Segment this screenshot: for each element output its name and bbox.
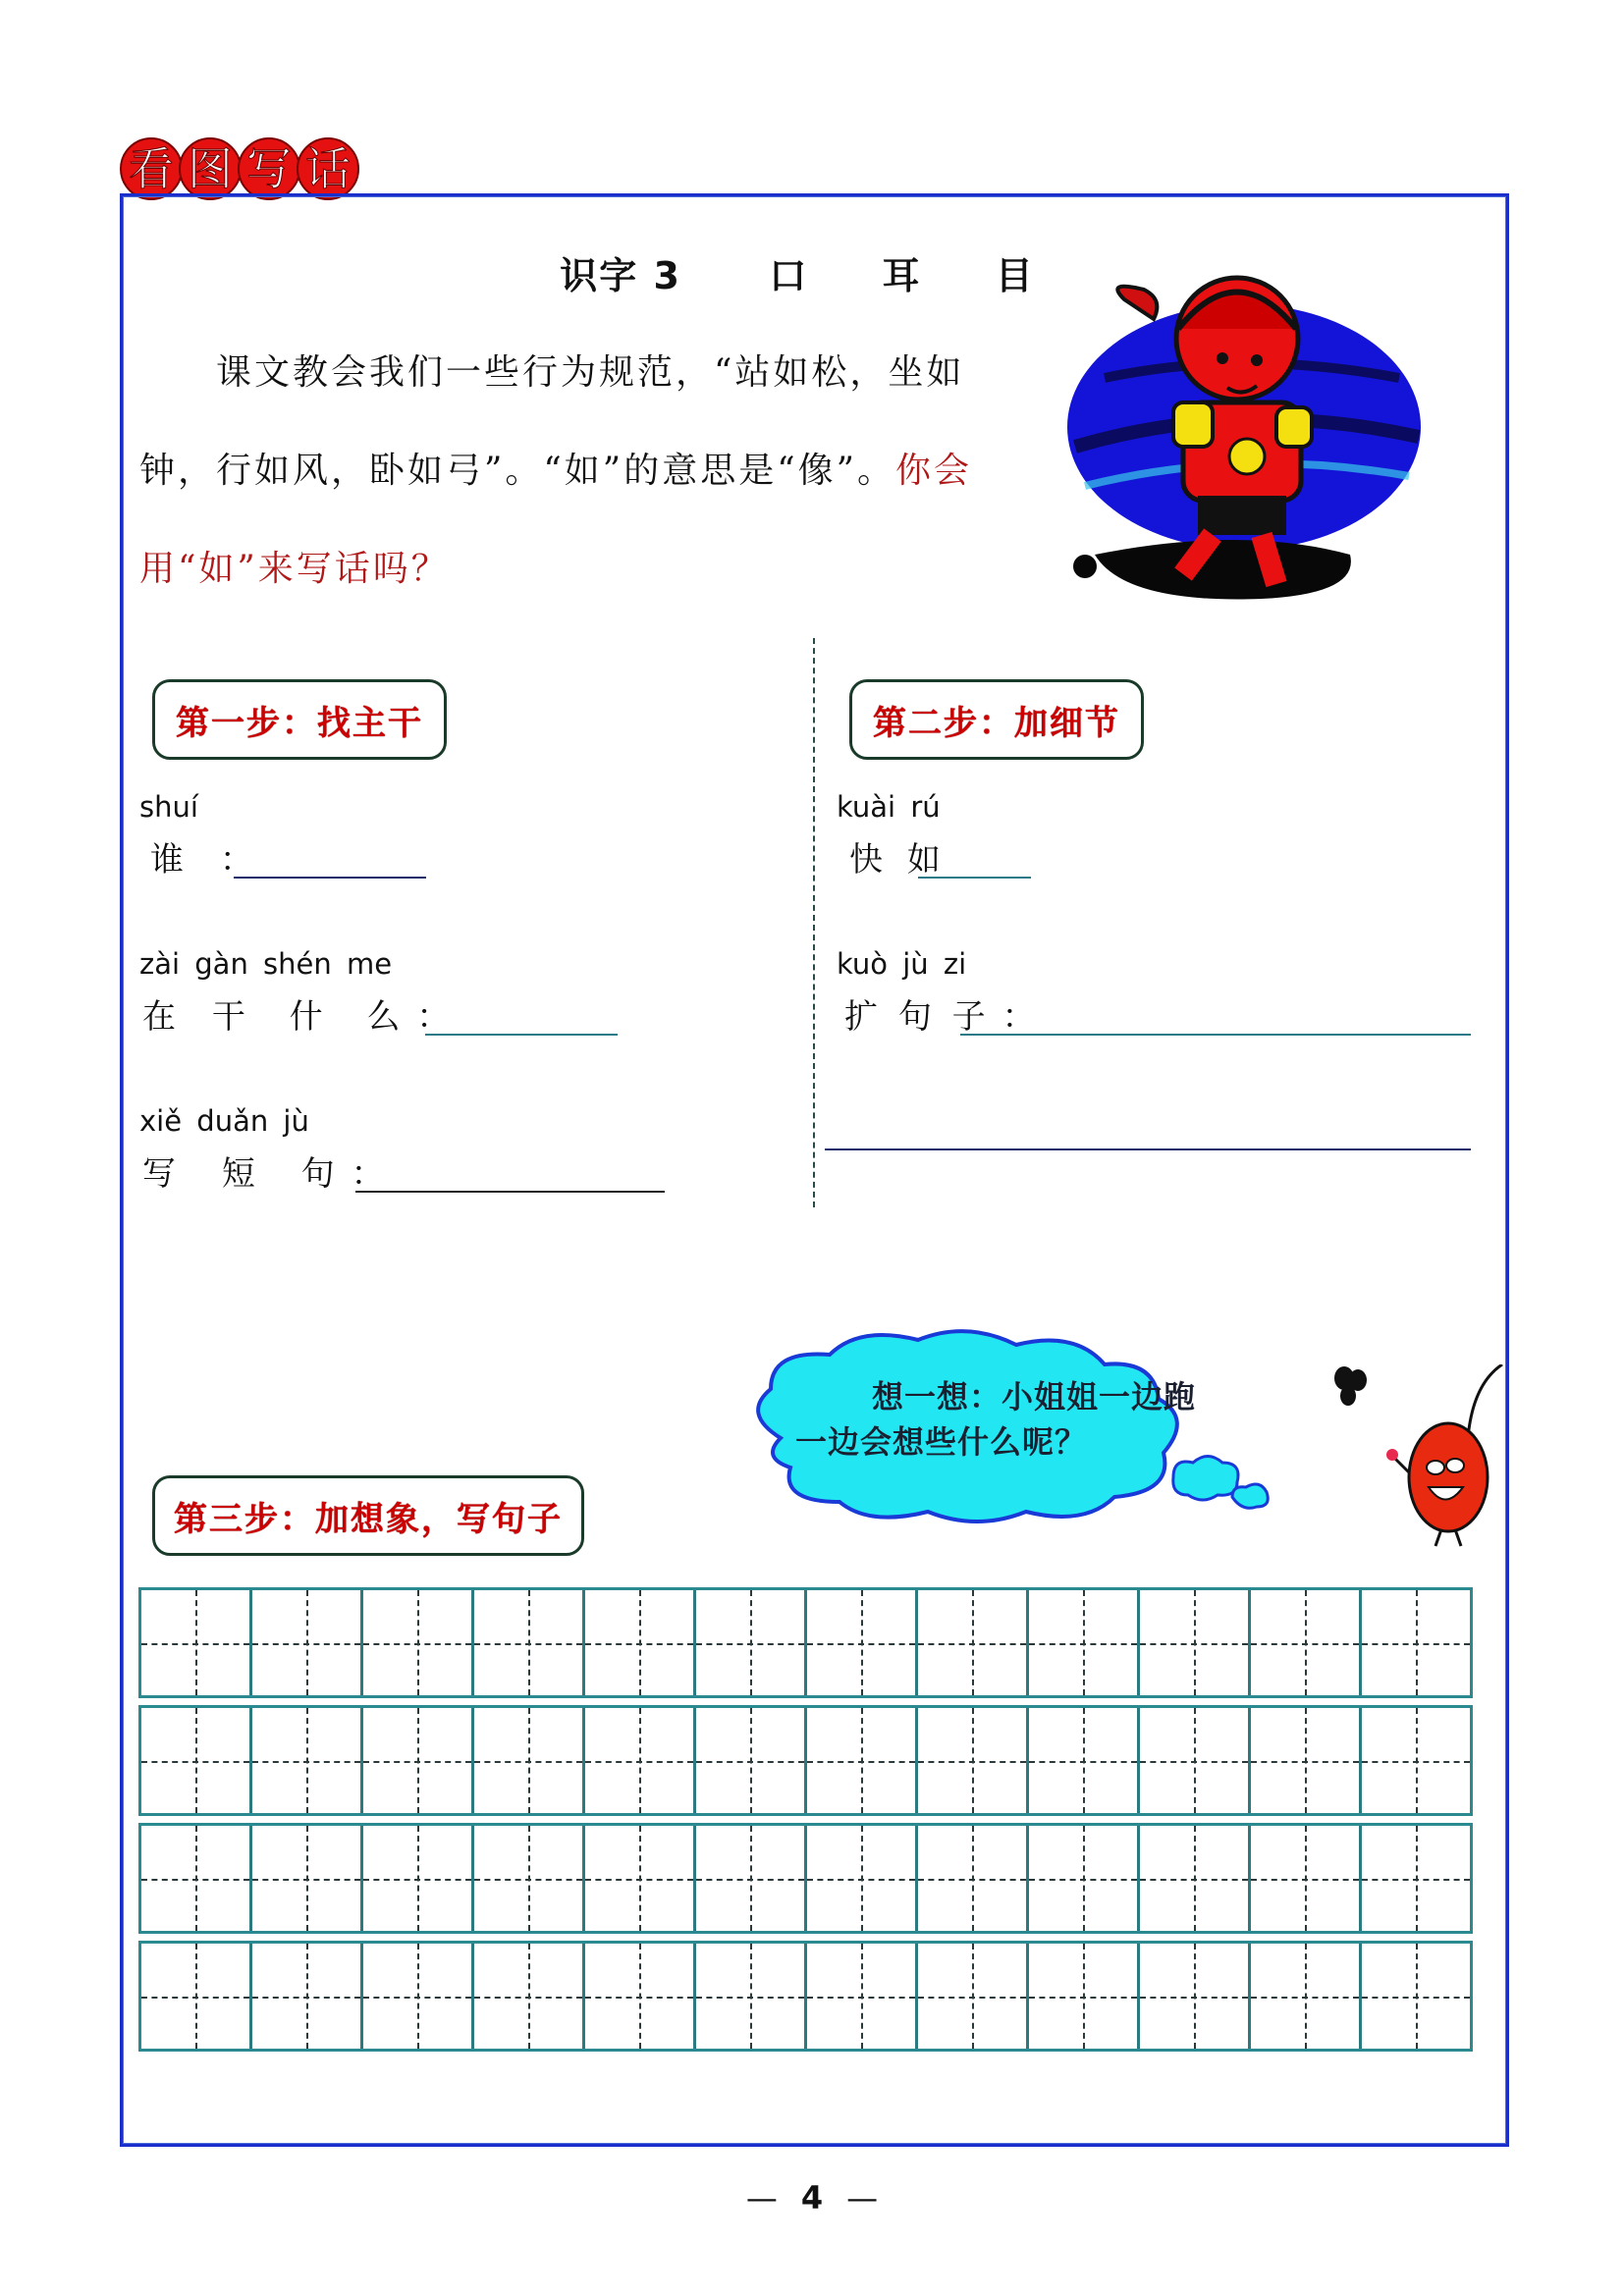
grid-cell[interactable] — [918, 1944, 1029, 2049]
running-girl-icon — [1065, 260, 1429, 614]
grid-cell[interactable] — [363, 1590, 474, 1695]
grid-row-3 — [138, 1823, 1473, 1934]
char: 如 — [906, 840, 941, 880]
grid-cell[interactable] — [1251, 1826, 1362, 1931]
grid-cell[interactable] — [1029, 1826, 1140, 1931]
char: 扩 — [844, 997, 878, 1037]
step2-answer-expand-line2[interactable] — [825, 1148, 1471, 1150]
step2-label-fast-as — [849, 832, 941, 881]
badge-tu: 图 — [179, 137, 242, 200]
step3-label: 第三步：加想象，写句子 — [152, 1475, 584, 1556]
char: 句 — [300, 1154, 335, 1194]
grid-cell[interactable] — [918, 1826, 1029, 1931]
grid-row-4 — [138, 1941, 1473, 2052]
colon: ： — [416, 997, 451, 1037]
header-badges — [120, 137, 355, 200]
title-char-eye: 目 — [995, 254, 1035, 297]
grid-cell[interactable] — [918, 1590, 1029, 1695]
grid-cell[interactable] — [696, 1590, 807, 1695]
step1-pinyin-short-sentence: xiě duǎn jù — [139, 1104, 309, 1138]
char: 谁 — [150, 840, 184, 880]
step2-answer-expand-line1[interactable] — [960, 1034, 1471, 1036]
grid-cell[interactable] — [363, 1826, 474, 1931]
char: 短 — [221, 1154, 255, 1194]
page-number — [0, 2179, 1624, 2216]
step1-answer-who[interactable] — [234, 877, 426, 879]
egg-mascot-illustration — [1375, 1364, 1507, 1551]
step1-label: 第一步：找主干 — [152, 679, 447, 760]
title-char-mouth: 口 — [769, 254, 809, 297]
grid-cell[interactable] — [1140, 1826, 1251, 1931]
step1-label-short-sentence — [142, 1147, 384, 1195]
grid-row-2 — [138, 1705, 1473, 1816]
butterfly-illustration — [1330, 1364, 1370, 1409]
grid-cell[interactable] — [696, 1944, 807, 2049]
grid-cell[interactable] — [1362, 1590, 1470, 1695]
butterfly-icon — [1330, 1364, 1370, 1409]
step1-label-doing — [142, 989, 450, 1038]
colon: ： — [1001, 997, 1036, 1037]
grid-cell[interactable] — [252, 1708, 363, 1813]
grid-cell[interactable] — [1362, 1826, 1470, 1931]
grid-cell[interactable] — [474, 1590, 585, 1695]
grid-cell[interactable] — [1362, 1944, 1470, 2049]
column-divider — [813, 638, 815, 1207]
grid-cell[interactable] — [1140, 1590, 1251, 1695]
grid-cell[interactable] — [1362, 1708, 1470, 1813]
page-number-value: 4 — [800, 2179, 824, 2216]
char: 子 — [951, 997, 986, 1037]
intro-line-2 — [139, 422, 1003, 520]
grid-cell[interactable] — [585, 1590, 696, 1695]
thought-line-2: 一边会想些什么呢？ — [795, 1423, 1088, 1461]
step2-pinyin-expand: kuò jù zi — [837, 947, 967, 981]
grid-cell[interactable] — [1251, 1708, 1362, 1813]
step2-answer-fast-as[interactable] — [918, 877, 1031, 879]
title-char-ear: 耳 — [882, 254, 922, 297]
grid-cell[interactable] — [1140, 1708, 1251, 1813]
grid-cell[interactable] — [807, 1590, 918, 1695]
grid-cell[interactable] — [363, 1708, 474, 1813]
grid-cell[interactable] — [474, 1944, 585, 2049]
step1-pinyin-who: shuí — [139, 790, 198, 824]
page-dash-left: — — [745, 2179, 778, 2216]
grid-cell[interactable] — [252, 1826, 363, 1931]
grid-cell[interactable] — [1029, 1590, 1140, 1695]
step1-answer-doing[interactable] — [425, 1034, 618, 1036]
grid-cell[interactable] — [1029, 1708, 1140, 1813]
step1-label-who — [150, 832, 253, 881]
grid-cell[interactable] — [252, 1590, 363, 1695]
thought-line-1: 想一想：小姐姐一边跑 — [872, 1378, 1197, 1415]
grid-cell[interactable] — [918, 1708, 1029, 1813]
char: 写 — [142, 1154, 176, 1194]
grid-cell[interactable] — [585, 1708, 696, 1813]
egg-mascot-icon — [1375, 1364, 1507, 1551]
page-dash-right: — — [846, 2179, 879, 2216]
step1-answer-short-sentence[interactable] — [355, 1191, 665, 1193]
grid-cell[interactable] — [807, 1708, 918, 1813]
colon: ： — [219, 840, 253, 880]
grid-cell[interactable] — [807, 1944, 918, 2049]
grid-cell[interactable] — [1029, 1944, 1140, 2049]
badge-kan: 看 — [120, 137, 183, 200]
grid-cell[interactable] — [1251, 1590, 1362, 1695]
intro-line-2-text: 钟，行如风，卧如弓”。“如”的意思是“像”。 — [139, 451, 896, 491]
intro-paragraph — [139, 324, 1003, 618]
char: 什 — [289, 997, 323, 1037]
grid-cell[interactable] — [1251, 1944, 1362, 2049]
step2-label: 第二步：加细节 — [849, 679, 1144, 760]
grid-cell[interactable] — [696, 1708, 807, 1813]
intro-line-1: 课文教会我们一些行为规范，“站如松，坐如 — [216, 352, 965, 393]
intro-question-start: 你会 — [895, 451, 973, 491]
grid-cell[interactable] — [141, 1590, 252, 1695]
grid-cell[interactable] — [363, 1944, 474, 2049]
lesson-number: 识字 3 — [560, 254, 681, 297]
grid-cell[interactable] — [1140, 1944, 1251, 2049]
step2-pinyin-fast-as: kuài rú — [837, 790, 941, 824]
thought-bubble-text — [795, 1374, 1257, 1465]
grid-cell[interactable] — [696, 1826, 807, 1931]
grid-cell[interactable] — [141, 1826, 252, 1931]
badge-xie: 写 — [238, 137, 300, 200]
intro-question-end: 用“如”来写话吗？ — [139, 549, 450, 589]
grid-cell[interactable] — [807, 1826, 918, 1931]
grid-cell[interactable] — [474, 1708, 585, 1813]
char: 干 — [211, 997, 245, 1037]
char: 句 — [897, 997, 932, 1037]
grid-cell[interactable] — [141, 1944, 252, 2049]
badge-hua: 话 — [297, 137, 359, 200]
step1-pinyin-doing: zài gàn shén me — [139, 947, 393, 981]
grid-row-1 — [138, 1587, 1473, 1698]
step2-label-expand — [844, 989, 1035, 1038]
char: 快 — [849, 840, 883, 880]
colon: ： — [351, 1154, 385, 1194]
grid-cell[interactable] — [474, 1826, 585, 1931]
char: 在 — [142, 997, 176, 1037]
grid-cell[interactable] — [585, 1826, 696, 1931]
char: 么 — [366, 997, 401, 1037]
running-girl-illustration — [1065, 260, 1429, 614]
grid-cell[interactable] — [585, 1944, 696, 2049]
grid-cell[interactable] — [252, 1944, 363, 2049]
grid-cell[interactable] — [141, 1708, 252, 1813]
